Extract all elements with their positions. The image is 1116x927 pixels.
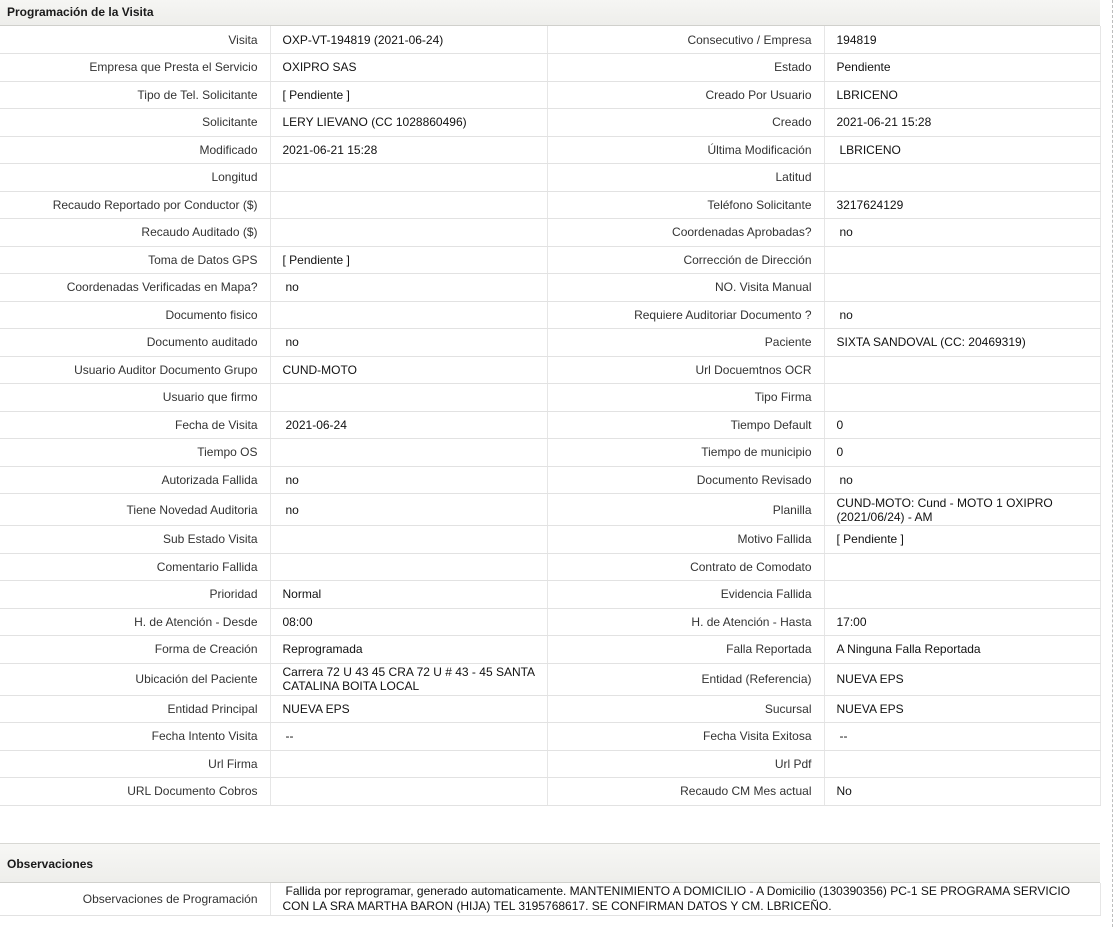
field-label-text: Ubicación del Paciente [135,672,258,686]
field-label [547,695,824,723]
field-label [547,526,824,554]
field-label [547,608,824,636]
field-value-text: -- [839,729,848,744]
field-label-text: Recaudo Auditado ($) [141,225,258,240]
field-value [824,608,1100,636]
field-label-text: Tiempo Default [730,417,812,432]
field-label-text: Creado [772,115,812,130]
field-value [824,636,1100,664]
field-label-text: Latitud [775,170,812,185]
field-label [0,301,270,329]
field-value-text: OXP-VT-194819 (2021-06-24) [282,32,444,47]
field-value-text: [ Pendiente ] [282,252,350,267]
field-label [0,494,270,526]
field-label-text: Url Firma [208,756,258,771]
observaciones-programacion-text: Fallida por reprogramar, generado automaticamente. MANTENIMIENTO A DOMICILIO - A Domicilio (130390356) PC-1 SE PROGRAMA SERVICIO CON LA SRA MARTHA BARON (HIJA) TEL 3195768617. SE CONFIRMAN DATOS Y CM. LBRICEÑO. [282,884,1071,914]
field-value [824,553,1100,581]
field-label-text: NO. Visita Manual [715,280,812,295]
field-label [0,26,270,54]
detail-row [0,636,1100,664]
field-label [547,750,824,778]
field-label [547,301,824,329]
field-label-text: Creado Por Usuario [705,87,812,102]
field-value [824,26,1100,54]
field-label [547,663,824,695]
field-value [270,695,547,723]
field-value-text: 3217624129 [836,197,904,212]
field-value-text: LBRICENO [839,142,901,157]
field-value [824,329,1100,357]
field-value-text: -- [285,729,294,744]
field-value-text: 08:00 [282,614,313,629]
field-value [270,356,547,384]
detail-row [0,466,1100,494]
field-value [824,164,1100,192]
field-value [270,301,547,329]
detail-row [0,191,1100,219]
field-label-text: Modificado [199,142,258,157]
field-label [547,329,824,357]
field-value [270,750,547,778]
field-label-text: Sucursal [764,701,812,716]
field-value [270,778,547,806]
field-label-text: Tipo Firma [754,390,812,405]
field-value-text: 2021-06-21 15:28 [836,115,932,130]
field-value [824,384,1100,412]
field-value [824,778,1100,806]
field-value-text: CUND-MOTO [282,362,357,377]
field-label-text: Tiempo OS [197,445,258,460]
field-label [547,494,824,526]
field-value [824,109,1100,137]
field-value-text: Pendiente [836,60,891,75]
field-label-text: Requiere Auditoriar Documento ? [634,307,812,322]
detail-row [0,81,1100,109]
field-label [0,54,270,82]
field-label-text: Documento fisico [165,307,258,322]
field-value [824,411,1100,439]
field-label [0,636,270,664]
field-label [0,219,270,247]
field-label [0,81,270,109]
field-value [824,723,1100,751]
detail-row [0,26,1100,54]
field-label-text: Fecha de Visita [175,417,258,432]
detail-row [0,778,1100,806]
field-label [547,219,824,247]
field-value [270,164,547,192]
field-value [824,466,1100,494]
field-label-text: Paciente [764,335,812,350]
field-value [270,581,547,609]
field-label-text: H. de Atención - Hasta [691,614,812,629]
field-value [270,54,547,82]
field-value-text: no [285,502,299,517]
field-value-text: OXIPRO SAS [282,60,357,75]
detail-row [0,750,1100,778]
field-value [824,136,1100,164]
field-label [547,191,824,219]
detail-row [0,109,1100,137]
field-value [824,663,1100,695]
field-label [0,695,270,723]
field-value [824,246,1100,274]
field-label [0,466,270,494]
field-label [0,274,270,302]
field-label-text: Recaudo Reportado por Conductor ($) [52,197,258,212]
field-value-text: 0 [836,445,844,460]
field-label [0,329,270,357]
field-value-text: Carrera 72 U 43 45 CRA 72 U # 43 - 45 SANTA CATALINA BOITA LOCAL [282,665,535,693]
detail-row [0,663,1100,695]
field-label-text: Usuario Auditor Documento Grupo [74,362,258,377]
field-label [547,356,824,384]
field-value [824,274,1100,302]
field-value [270,608,547,636]
field-value [270,663,547,695]
field-label [547,636,824,664]
field-label-text: Tipo de Tel. Solicitante [137,87,258,102]
field-label [0,723,270,751]
detail-row [0,164,1100,192]
observaciones-programacion-label: Observaciones de Programación [0,883,270,915]
field-value [270,219,547,247]
detail-row [0,608,1100,636]
field-value-text: NUEVA EPS [282,701,350,716]
field-label-text: Solicitante [202,115,258,130]
field-value-text: Normal [282,587,322,602]
field-label-text: Coordenadas Verificadas en Mapa? [66,280,258,295]
field-label-text: Prioridad [209,587,258,602]
field-value-text: CUND-MOTO: Cund - MOTO 1 OXIPRO (2021/06/24) - AM [836,495,1053,524]
field-value [824,750,1100,778]
field-value-text: no [839,307,853,322]
field-label-text: Planilla [772,502,812,517]
field-value [824,301,1100,329]
field-value-text: 2021-06-24 [285,417,347,432]
field-label-text: Corrección de Dirección [683,252,812,267]
field-label [547,439,824,467]
field-label-text: Url Pdf [774,756,812,771]
detail-row [0,301,1100,329]
field-value-text: no [285,472,299,487]
detail-row [0,494,1100,526]
field-label-text: Autorizada Fallida [161,472,258,487]
field-value [270,723,547,751]
field-value [270,136,547,164]
field-value-text: no [839,225,853,240]
field-label-text: Fecha Visita Exitosa [703,729,812,744]
page-right-edge-divider [1112,0,1113,927]
field-value-text: 17:00 [836,614,867,629]
field-value [824,526,1100,554]
field-value-text: 194819 [836,32,877,47]
field-value [824,191,1100,219]
field-label-text: URL Documento Cobros [127,784,258,799]
field-value [824,356,1100,384]
field-label-text: Usuario que firmo [162,390,258,405]
field-label [547,246,824,274]
field-value-text: LBRICENO [836,87,898,102]
field-label [0,136,270,164]
detail-row [0,356,1100,384]
field-label-text: Forma de Creación [154,642,258,657]
field-label-text: Url Docuemtnos OCR [695,362,812,377]
field-label-text: Falla Reportada [726,642,812,657]
field-label [547,581,824,609]
field-value [270,553,547,581]
field-value-text: 2021-06-21 15:28 [282,142,378,157]
field-value-text: LERY LIEVANO (CC 1028860496) [282,115,467,130]
field-value [270,466,547,494]
field-value [270,384,547,412]
field-value [824,81,1100,109]
field-label [0,246,270,274]
field-label [547,136,824,164]
detail-row [0,246,1100,274]
detail-row [0,723,1100,751]
detail-row [0,219,1100,247]
field-label-text: Fecha Intento Visita [151,729,258,744]
field-label-text: Documento Revisado [696,472,812,487]
detail-row [0,526,1100,554]
observaciones-table [0,883,1101,916]
field-value-text: [ Pendiente ] [282,87,350,102]
observaciones-programacion-value [270,883,1100,915]
field-label [547,723,824,751]
field-label-text: Consecutivo / Empresa [687,32,812,47]
observaciones-row [0,883,1100,915]
field-value [824,581,1100,609]
field-label [0,384,270,412]
field-label [0,778,270,806]
field-label-text: Motivo Fallida [737,532,812,547]
field-label-text: Entidad Principal [167,701,258,716]
field-label [547,553,824,581]
detail-row [0,411,1100,439]
field-value-text: No [836,784,852,799]
field-value [270,81,547,109]
field-label [547,384,824,412]
field-value [270,411,547,439]
field-value-text: 0 [836,417,844,432]
field-label [547,411,824,439]
field-value [824,219,1100,247]
field-value [270,439,547,467]
field-value [270,109,547,137]
field-label [547,466,824,494]
field-value-text: no [839,472,853,487]
field-label [0,581,270,609]
field-value [270,246,547,274]
field-value-text: NUEVA EPS [836,701,904,716]
field-label-text: Contrato de Comodato [690,559,812,574]
field-value [824,439,1100,467]
field-label-text: Longitud [211,170,258,185]
field-label [0,663,270,695]
field-label [0,356,270,384]
field-label [547,81,824,109]
field-label-text: Evidencia Fallida [720,587,812,602]
field-label [0,439,270,467]
field-value [270,329,547,357]
field-label [0,526,270,554]
field-value [270,526,547,554]
visit-details-table [0,26,1101,806]
detail-row [0,54,1100,82]
field-value [270,274,547,302]
field-label-text: Recaudo CM Mes actual [680,784,812,799]
field-label-text: Empresa que Presta el Servicio [89,60,258,75]
field-label-text: Entidad (Referencia) [701,672,812,686]
detail-row [0,695,1100,723]
field-label [0,553,270,581]
observaciones-section-title: Observaciones [0,843,1100,883]
field-value-text: SIXTA SANDOVAL (CC: 20469319) [836,335,1026,350]
field-label-text: Toma de Datos GPS [148,252,258,267]
field-label [0,109,270,137]
field-value [824,695,1100,723]
field-label [0,191,270,219]
field-label [0,608,270,636]
detail-row [0,384,1100,412]
field-value-text: Reprogramada [282,642,363,657]
field-label-text: H. de Atención - Desde [134,614,258,629]
field-label [547,26,824,54]
field-value-text: no [285,280,299,295]
field-value [270,494,547,526]
field-value [270,26,547,54]
observaciones-panel [0,843,1100,916]
field-label [0,750,270,778]
detail-row [0,136,1100,164]
detail-row [0,581,1100,609]
detail-row [0,553,1100,581]
field-label-text: Tiene Novedad Auditoria [126,502,258,517]
field-value-text: [ Pendiente ] [836,532,904,547]
detail-row [0,274,1100,302]
field-label [547,164,824,192]
field-value [270,636,547,664]
field-value-text: no [285,335,299,350]
field-label-text: Coordenadas Aprobadas? [672,225,812,240]
field-label-text: Comentario Fallida [156,559,258,574]
field-label-text: Visita [228,32,258,47]
field-label-text: Documento auditado [146,335,258,350]
field-label-text: Última Modificación [707,142,812,157]
field-label [0,164,270,192]
field-value [824,494,1100,526]
detail-row [0,439,1100,467]
field-value [270,191,547,219]
field-label [0,411,270,439]
programacion-section-title: Programación de la Visita [0,0,1100,26]
field-label-text: Estado [774,60,812,75]
field-value-text: A Ninguna Falla Reportada [836,642,981,657]
field-label-text: Teléfono Solicitante [707,197,812,212]
field-value [824,54,1100,82]
field-value-text: NUEVA EPS [836,672,904,686]
field-label-text: Sub Estado Visita [162,532,258,547]
field-label [547,274,824,302]
field-label-text: Tiempo de municipio [701,445,812,460]
field-label [547,778,824,806]
field-label [547,109,824,137]
field-label [547,54,824,82]
detail-row [0,329,1100,357]
